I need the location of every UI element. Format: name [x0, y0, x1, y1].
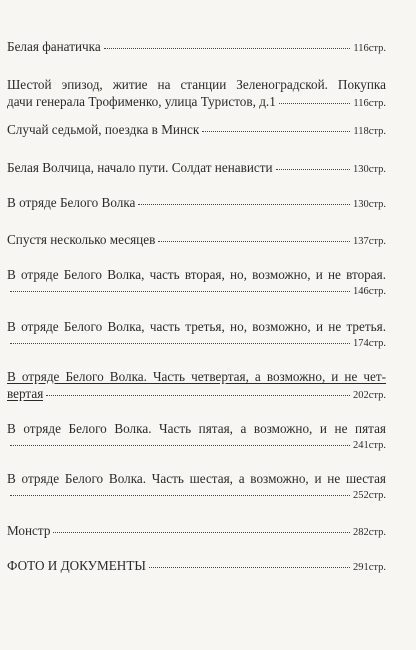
dot-leader	[149, 566, 350, 568]
toc-entry	[7, 368, 386, 404]
toc-entry-title-line2: вертая	[7, 386, 44, 401]
toc-entry-title-line2: дачи генерала Трофименко, улица Туристов, д.1	[7, 94, 276, 109]
toc-entry	[7, 318, 386, 352]
toc-entry-title: Спустя несколько месяцев	[7, 232, 156, 247]
toc-entry-title: Случай седьмой, поездка в Минск	[7, 122, 200, 137]
dot-leader	[53, 531, 350, 533]
toc-entry-title: Белая Волчица, начало пути. Солдат ненависти	[7, 160, 273, 175]
toc-entry-page: 291стр.	[352, 562, 386, 573]
toc-entry	[7, 522, 386, 541]
toc-entry	[7, 557, 386, 576]
toc-entry-title-line1: В отряде Белого Волка. Часть шестая, а возможно, и не шестая	[7, 471, 386, 486]
toc-entry-page: 202стр.	[352, 390, 386, 401]
dot-leader	[10, 342, 350, 344]
toc-entry-title-line1: В отряде Белого Волка, часть третья, но, возможно, и не третья.	[7, 319, 386, 334]
dot-leader	[138, 203, 350, 205]
toc-entry-page: 130стр.	[352, 164, 386, 175]
toc-entry	[7, 121, 386, 140]
toc-entry-title-line1: В отряде Белого Волка, часть вторая, но, возможно, и не вторая.	[7, 267, 386, 282]
toc-entry	[7, 231, 386, 250]
dot-leader	[202, 130, 350, 132]
toc-entry-title: Монстр	[7, 523, 51, 538]
toc-entry	[7, 76, 386, 112]
toc-entry-page: 174стр.	[352, 338, 386, 349]
toc-entry-title: ФОТО И ДОКУМЕНТЫ	[7, 558, 146, 573]
toc-entry-title: Белая фанатичка	[7, 39, 101, 54]
toc-entry-page: 241стр.	[352, 440, 386, 451]
dot-leader	[276, 168, 350, 170]
toc-entry-page: 118стр.	[353, 126, 386, 137]
dot-leader	[10, 290, 350, 292]
dot-leader	[279, 102, 351, 104]
dot-leader	[46, 394, 350, 396]
toc-entry	[7, 159, 386, 178]
toc-entry	[7, 38, 386, 57]
toc-entry-title: В отряде Белого Волка	[7, 195, 136, 210]
dot-leader	[158, 240, 350, 242]
toc-entry-title-line1: В отряде Белого Волка. Часть четвертая, а возможно, и не чет-	[7, 369, 386, 384]
toc-entry-page: 116стр.	[353, 43, 386, 54]
dot-leader	[10, 444, 350, 446]
toc-entry-page: 137стр.	[352, 236, 386, 247]
toc-entry-page: 146стр.	[352, 286, 386, 297]
dot-leader	[10, 494, 350, 496]
toc-entry-title-line1: В отряде Белого Волка. Часть пятая, а возможно, и не пятая	[7, 421, 386, 436]
toc-entry	[7, 266, 386, 300]
toc-entry-page: 282стр.	[352, 527, 386, 538]
toc-entry	[7, 420, 386, 454]
toc-entry	[7, 470, 386, 504]
toc-entry-page: 130стр.	[352, 199, 386, 210]
dot-leader	[104, 47, 351, 49]
toc-entry	[7, 194, 386, 213]
toc-entry-title-line1: Шестой эпизод, житие на станции Зеленоградской. Покупка	[7, 77, 386, 92]
toc-entry-page: 252стр.	[352, 490, 386, 501]
toc-entry-page: 116стр.	[353, 98, 386, 109]
